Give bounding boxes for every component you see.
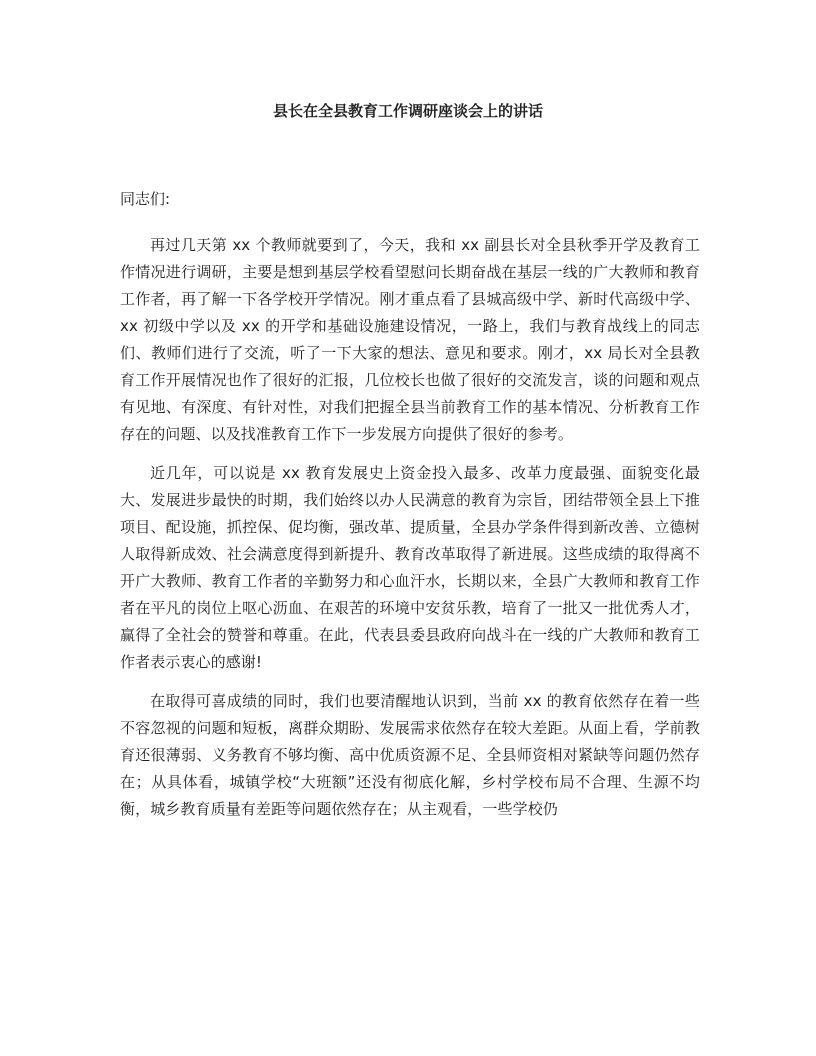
document-body bbox=[120, 186, 700, 835]
paragraph-1: 再过几天第 xx 个教师就要到了，今天，我和 xx 副县长对全县秋季开学及教育工作情况进行调研，主要是想到基层学校看望慰问长期奋战在基层一线的广大教师和教育工作者，再了解一下各学校开学情况。刚才重点看了县城高级中学、新时代高级中学、xx 初级中学以及 xx 的开学和基础设施建设情况，一路上，我们与教育战线上的同志们、教师们进行了交流，听了一下大家的想法、意见和要求。刚才，xx 局长对全县教育工作开展情况也作了很好的汇报，几位校长也做了很好的交流发言，谈的问题和观点有见地、有深度、有针对性，对我们把握全县当前教育工作的基本情况、分析教育工作存在的问题、以及找准教育工作下一步发展方向提供了很好的参考。 bbox=[120, 236, 700, 443]
paragraph-3: 在取得可喜成绩的同时，我们也要清醒地认识到，当前 xx 的教育依然存在着一些不容忽视的问题和短板，离群众期盼、发展需求依然存在较大差距。从面上看，学前教育还很薄弱、义务教育不够均衡、高中优质资源不足、全县师资相对紧缺等问题仍然存在；从具体看，城镇学校“大班额”还没有彻底化解，乡村学校布局不合理、生源不均衡，城乡教育质量有差距等问题依然存在；从主观看，一些学校仍 bbox=[120, 692, 700, 818]
paragraph-2: 近几年，可以说是 xx 教育发展史上资金投入最多、改革力度最强、面貌变化最大、发展进步最快的时期，我们始终以办人民满意的教育为宗旨，团结带领全县上下推项目、配设施，抓控保、促均衡，强改革、提质量，全县办学条件得到新改善、立德树人取得新成效、社会满意度得到新提升、教育改革取得了新进展。这些成绩的取得离不开广大教师、教育工作者的辛勤努力和心血汗水，长期以来，全县广大教师和教育工作者在平凡的岗位上呕心沥血、在艰苦的环境中安贫乐教，培育了一批又一批优秀人才，赢得了全社会的赞誉和尊重。在此，代表县委县政府向战斗在一线的广大教师和教育工作者表示衷心的感谢! bbox=[120, 464, 700, 671]
greeting: 同志们: bbox=[120, 190, 171, 208]
document-title: 县长在全县教育工作调研座谈会上的讲话 bbox=[272, 102, 543, 120]
